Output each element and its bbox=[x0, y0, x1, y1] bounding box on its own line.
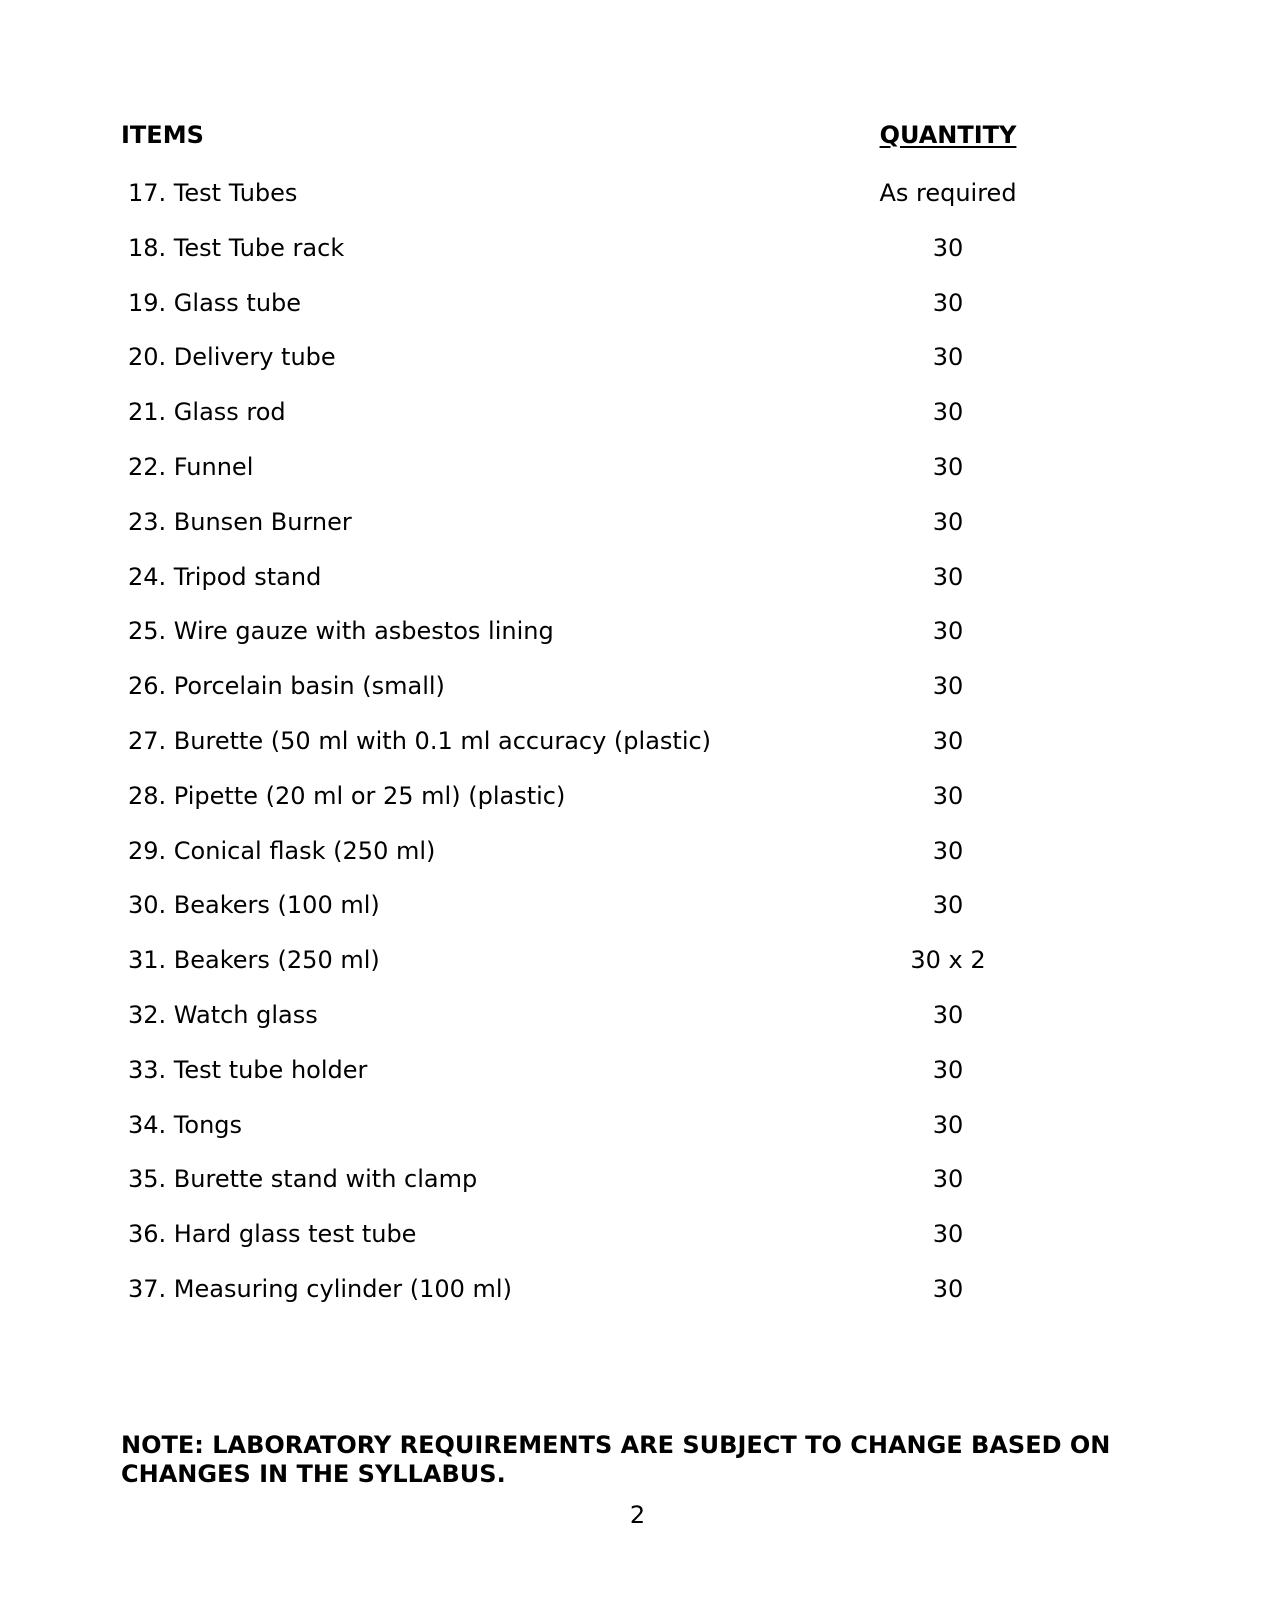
item-name: 35. Burette stand with clamp bbox=[128, 1165, 478, 1194]
item-quantity: 30 bbox=[932, 288, 964, 317]
list-item bbox=[0, 1110, 1275, 1140]
item-quantity: 30 x 2 bbox=[910, 946, 986, 975]
item-quantity: 30 bbox=[932, 343, 964, 372]
item-quantity: 30 bbox=[932, 891, 964, 920]
list-item bbox=[0, 288, 1275, 318]
list-item bbox=[0, 726, 1275, 756]
item-name: 37. Measuring cylinder (100 ml) bbox=[128, 1275, 512, 1303]
item-name: 34. Tongs bbox=[128, 1110, 243, 1139]
item-name: 30. Beakers (100 ml) bbox=[128, 891, 380, 920]
item-quantity: 30 bbox=[932, 562, 964, 591]
list-item bbox=[0, 562, 1275, 592]
item-quantity: 30 bbox=[932, 1275, 964, 1303]
item-name: 20. Delivery tube bbox=[128, 343, 336, 372]
item-quantity: 30 bbox=[932, 398, 964, 427]
item-name: 36. Hard glass test tube bbox=[128, 1220, 417, 1249]
list-item bbox=[0, 1055, 1275, 1085]
item-name: 26. Porcelain basin (small) bbox=[128, 672, 445, 701]
list-item bbox=[0, 616, 1275, 646]
item-quantity: 30 bbox=[932, 1110, 964, 1139]
list-item bbox=[0, 671, 1275, 701]
item-quantity: 30 bbox=[932, 672, 964, 701]
list-item bbox=[0, 945, 1275, 975]
list-item bbox=[0, 1164, 1275, 1194]
item-name: 29. Conical flask (250 ml) bbox=[128, 836, 436, 865]
list-item bbox=[0, 507, 1275, 537]
list-item bbox=[0, 890, 1275, 920]
quantity-column-header: QUANTITY bbox=[879, 121, 1017, 149]
item-name: 25. Wire gauze with asbestos lining bbox=[128, 617, 554, 646]
item-quantity: 30 bbox=[932, 233, 964, 262]
item-name: 21. Glass rod bbox=[128, 398, 286, 427]
item-name: 22. Funnel bbox=[128, 453, 254, 481]
item-quantity: 30 bbox=[932, 1165, 964, 1194]
list-item bbox=[0, 1274, 1275, 1304]
list-item bbox=[0, 836, 1275, 866]
list-item bbox=[0, 781, 1275, 811]
list-item bbox=[0, 1219, 1275, 1249]
list-item bbox=[0, 1000, 1275, 1030]
item-quantity: 30 bbox=[932, 781, 964, 810]
item-quantity: 30 bbox=[932, 453, 964, 481]
item-name: 19. Glass tube bbox=[128, 288, 302, 317]
item-name: 17. Test Tubes bbox=[128, 179, 298, 207]
item-name: 31. Beakers (250 ml) bbox=[128, 946, 380, 975]
item-name: 28. Pipette (20 ml or 25 ml) (plastic) bbox=[128, 781, 566, 810]
syllabus-note: NOTE: LABORATORY REQUIREMENTS ARE SUBJECT TO CHANGE BASED ON CHANGES IN THE SYLLABUS. bbox=[121, 1431, 1111, 1488]
item-quantity: 30 bbox=[932, 727, 964, 755]
item-quantity: 30 bbox=[932, 617, 964, 646]
items-column-header: ITEMS bbox=[121, 121, 204, 149]
list-item bbox=[0, 342, 1275, 372]
item-quantity: 30 bbox=[932, 1055, 964, 1084]
item-quantity: 30 bbox=[932, 1001, 964, 1029]
item-quantity: 30 bbox=[932, 1220, 964, 1249]
item-quantity: 30 bbox=[932, 507, 964, 536]
item-quantity: 30 bbox=[932, 836, 964, 865]
list-item bbox=[0, 178, 1275, 208]
list-item bbox=[0, 233, 1275, 263]
item-name: 23. Bunsen Burner bbox=[128, 507, 352, 536]
item-name: 27. Burette (50 ml with 0.1 ml accuracy (plastic) bbox=[128, 727, 712, 755]
list-item bbox=[0, 452, 1275, 482]
item-name: 18. Test Tube rack bbox=[128, 233, 345, 262]
item-quantity: As required bbox=[879, 179, 1017, 207]
page-number: 2 bbox=[629, 1501, 646, 1529]
list-item bbox=[0, 397, 1275, 427]
item-name: 24. Tripod stand bbox=[128, 562, 322, 591]
item-name: 32. Watch glass bbox=[128, 1001, 318, 1029]
item-name: 33. Test tube holder bbox=[128, 1055, 368, 1084]
